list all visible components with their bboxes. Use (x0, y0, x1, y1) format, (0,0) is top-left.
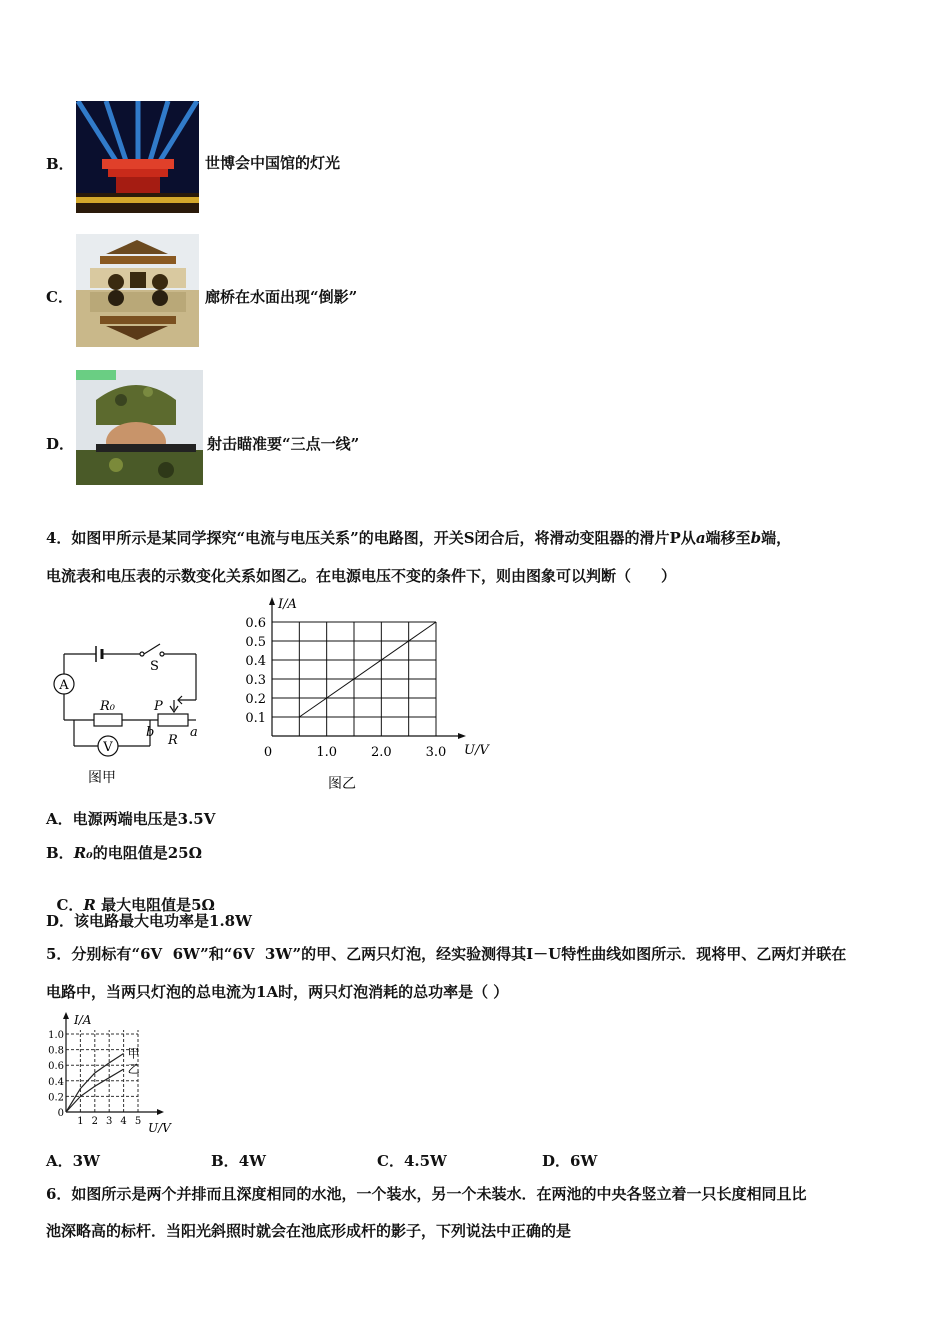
y-tick-label: 0.2 (245, 692, 266, 707)
y-axis-label: I/A (278, 597, 297, 612)
y-tick-label: 0.5 (245, 635, 266, 650)
y-axis-arrow (269, 597, 275, 605)
q4-option-a[interactable] (46, 808, 215, 829)
circuit-diagram (50, 630, 215, 790)
y-tick-label: 0.8 (48, 1045, 64, 1057)
graph-caption: 图乙 (328, 776, 356, 792)
b-label: b (146, 725, 155, 740)
x-tick-label: 0 (263, 745, 273, 760)
q5-option-a-label: A． (46, 1152, 73, 1170)
p-label: P (154, 699, 163, 714)
q5-option-a[interactable] (46, 1150, 100, 1171)
y-tick-label: 0.2 (48, 1092, 64, 1104)
soldier-photo (76, 370, 203, 485)
q4-text-c: 端移至 (705, 529, 751, 547)
a-label: a (190, 725, 198, 740)
q5-option-d-text: 6W (570, 1152, 598, 1170)
q4-option-a-label: A． (46, 810, 73, 828)
q5-option-d-label: D． (542, 1152, 571, 1170)
circuit-caption: 图甲 (88, 770, 116, 786)
option-d-caption: 射击瞄准要“三点一线” (207, 435, 360, 453)
x-tick-label: 2 (91, 1116, 98, 1127)
q4-text-a: 4．如图甲所示是某同学探究“电流与电压关系”的电路图，开关S闭合后，将滑动变阻器的滑片P从 (46, 529, 696, 547)
q5-option-b[interactable] (211, 1150, 266, 1171)
option-b-caption: 世博会中国馆的灯光 (205, 154, 341, 172)
q4-option-c-label: C． (56, 896, 84, 914)
q4-option-b-label: B． (46, 844, 74, 862)
q4-option-a-text: 电源两端电压是3.5V (72, 810, 216, 828)
iu-line (299, 622, 436, 717)
r0-label: R₀ (100, 699, 115, 714)
q4-stem-line1 (46, 528, 791, 548)
x-axis-label: U/V (464, 743, 489, 758)
option-c-caption: 廊桥在水面出现“倒影” (205, 288, 358, 306)
option-c-label: C． (46, 288, 73, 306)
q4-option-b-symbol: R₀ (73, 844, 93, 862)
y-axis-arrow (63, 1012, 69, 1019)
x-axis-arrow (157, 1109, 164, 1115)
x-tick-label: 4 (120, 1116, 127, 1127)
ammeter-label: A (59, 678, 69, 693)
bridge-reflection-photo (76, 234, 199, 347)
q5-stem-line1: 5．分别标有“6V 6W”和“6V 3W”的甲、乙两只灯泡，经实验测得其I－U特性曲线如图所示．现将甲、乙两灯并联在 (46, 945, 847, 963)
y-tick-label: 1.0 (48, 1030, 64, 1041)
x-tick-label: 5 (134, 1116, 142, 1127)
x-tick-label: 2.0 (370, 745, 392, 760)
y-tick-label: 0.4 (245, 654, 266, 669)
q4-option-d[interactable] (46, 910, 252, 931)
q4-option-c-symbol: R (83, 896, 96, 914)
x-tick-label: 3.0 (425, 745, 447, 760)
switch-label: S (150, 659, 159, 674)
x-tick-label: 1.0 (316, 745, 338, 760)
expo-pavilion-photo (76, 101, 199, 213)
q6-stem-line2: 池深略高的标杆．当阳光斜照时就会在池底形成杆的影子，下列说法中正确的是 (46, 1222, 572, 1240)
x-axis-label: U/V (148, 1121, 171, 1135)
q4-option-c-text: 最大电阻值是5Ω (95, 896, 215, 914)
y-axis-label: I/A (74, 1013, 92, 1027)
q4-text-e: 端， (761, 529, 792, 547)
q4-option-d-text: 该电路最大电功率是1.8W (74, 912, 252, 930)
x-tick-label: 1 (77, 1116, 84, 1127)
x-tick-label: 3 (106, 1116, 113, 1127)
y-tick-label: 0.4 (48, 1076, 64, 1088)
q5-option-c[interactable] (377, 1150, 447, 1171)
q4-end-a: a (695, 529, 706, 547)
q5-option-a-text: 3W (72, 1152, 100, 1170)
q4-stem-line2: 电流表和电压表的示数变化关系如图乙。在电源电压不变的条件下，则由图象可以判断（ ） (46, 567, 677, 585)
series-label-jia: 甲 (127, 1046, 140, 1061)
q4-option-b[interactable] (46, 842, 202, 863)
q4-end-b: b (750, 529, 762, 547)
q4-option-d-label: D． (46, 912, 75, 930)
y-tick-label: 0.6 (48, 1061, 64, 1073)
y-tick-label: 0.1 (245, 711, 266, 726)
q5-option-c-text: 4.5W (403, 1152, 447, 1170)
q6-stem-line1: 6．如图所示是两个并排而且深度相同的水池，一个装水，另一个未装水．在两池的中央各竖立着一只长度相同且比 (46, 1185, 807, 1203)
option-b-label: B． (46, 155, 74, 173)
q4-option-b-text: 的电阻值是25Ω (92, 844, 202, 862)
q5-option-b-label: B． (211, 1152, 239, 1170)
q5-option-d[interactable] (542, 1150, 597, 1171)
option-d-label: D． (46, 435, 75, 453)
q5-stem-line2: 电路中，当两只灯泡的总电流为1A时，两只灯泡消耗的总功率是（ ） (46, 983, 509, 1001)
q5-option-c-label: C． (377, 1152, 404, 1170)
y-tick-label: 0 (57, 1108, 64, 1119)
lamp-iu-graph (44, 1010, 184, 1136)
q5-option-b-text: 4W (238, 1152, 266, 1170)
iu-graph (236, 594, 500, 792)
series-label-yi: 乙 (127, 1062, 140, 1077)
voltmeter-label: V (103, 740, 113, 755)
y-tick-label: 0.6 (245, 616, 266, 631)
y-tick-label: 0.3 (245, 673, 266, 688)
r-label: R (168, 733, 178, 748)
x-axis-arrow (458, 733, 466, 739)
